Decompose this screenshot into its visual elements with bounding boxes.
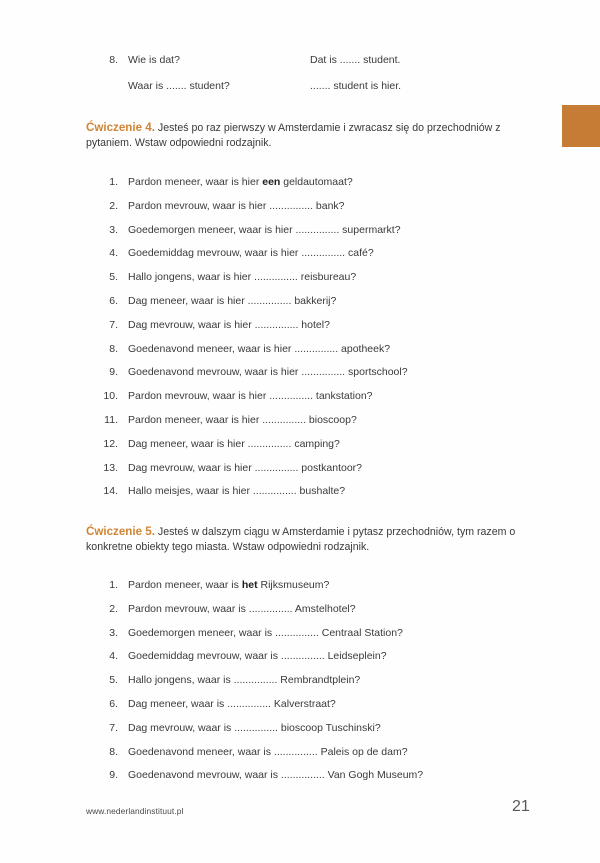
- question-number: 14.: [103, 485, 118, 498]
- pair-answer: ....... student is hier.: [310, 80, 402, 92]
- question-text: Dag mevrouw, waar is hier ............... hotel?: [128, 318, 330, 331]
- question-text: Hallo jongens, waar is hier ............... reisbureau?: [128, 271, 357, 284]
- question-row: [86, 697, 546, 721]
- question-text: Goedenavond meneer, waar is hier ............... apotheek?: [128, 342, 391, 355]
- question-row: [86, 365, 546, 389]
- question-number: 4.: [109, 650, 118, 663]
- pair-answer: Dat is ....... student.: [310, 54, 401, 66]
- question-number: 4.: [109, 247, 118, 260]
- pair-row: [86, 53, 548, 79]
- question-row: [86, 318, 546, 342]
- question-number: 2.: [109, 199, 118, 212]
- question-number: 3.: [109, 223, 118, 236]
- question-row: [86, 484, 546, 508]
- question-text: Dag meneer, waar is hier ............... bakkerij?: [128, 294, 337, 307]
- question-number: 7.: [109, 318, 118, 331]
- chapter-index-tab: [562, 105, 600, 147]
- question-text: Dag meneer, waar is hier ............... camping?: [128, 437, 340, 450]
- exercise-4-heading: [86, 120, 544, 151]
- question-number: 8.: [109, 342, 118, 355]
- question-text: Dag mevrouw, waar is hier ............... postkantoor?: [128, 461, 363, 474]
- pair-item-number: 8.: [109, 54, 118, 66]
- question-row: [86, 437, 546, 461]
- footer-website-url: www.nederlandinstituut.pl: [86, 806, 184, 816]
- question-row: [86, 626, 546, 650]
- question-row: [86, 199, 546, 223]
- question-text: Goedenavond mevrouw, waar is ............... Van Gogh Museum?: [128, 769, 424, 782]
- question-text: Pardon mevrouw, waar is ............... Amstelhotel?: [128, 602, 356, 615]
- question-row: [86, 270, 546, 294]
- question-row: [86, 745, 546, 769]
- question-text: Hallo meisjes, waar is hier ............... bushalte?: [128, 485, 346, 498]
- answer-article-bold: een: [262, 176, 281, 188]
- question-number: 5.: [109, 674, 118, 687]
- question-text: Goedemorgen meneer, waar is ............... Centraal Station?: [128, 626, 403, 639]
- exercise-4-label: Ćwiczenie 4.: [86, 121, 155, 134]
- carryover-exercise-item: [86, 53, 548, 105]
- question-row: [86, 175, 546, 199]
- exercise-4-question-list: [86, 175, 546, 508]
- question-number: 2.: [109, 602, 118, 615]
- question-number: 8.: [109, 745, 118, 758]
- pair-question: Waar is ....... student?: [128, 80, 230, 92]
- question-text: Goedemiddag mevrouw, waar is hier ............... café?: [128, 247, 374, 260]
- question-number: 5.: [109, 271, 118, 284]
- question-row: [86, 246, 546, 270]
- question-text: Pardon mevrouw, waar is hier ............... tankstation?: [128, 390, 373, 403]
- question-row: [86, 223, 546, 247]
- question-text: Pardon mevrouw, waar is hier ............... bank?: [128, 199, 345, 212]
- pair-row: [86, 79, 548, 105]
- answer-article-bold: het: [241, 579, 258, 591]
- question-row: [86, 389, 546, 413]
- question-text: Pardon meneer, waar is hier ............... bioscoop?: [128, 413, 357, 426]
- question-number: 9.: [109, 769, 118, 782]
- pair-question: Wie is dat?: [128, 54, 180, 66]
- question-text: Dag mevrouw, waar is ............... bioscoop Tuschinski?: [128, 721, 381, 734]
- question-number: 11.: [104, 413, 118, 426]
- question-number: 7.: [109, 721, 118, 734]
- question-number: 3.: [109, 626, 118, 639]
- question-row: [86, 721, 546, 745]
- question-text: Hallo jongens, waar is ............... Rembrandtplein?: [128, 674, 361, 687]
- question-text: Goedemorgen meneer, waar is hier ............... supermarkt?: [128, 223, 401, 236]
- question-row: [86, 413, 546, 437]
- question-text: Dag meneer, waar is ............... Kalverstraat?: [128, 697, 336, 710]
- page-number: 21: [512, 798, 530, 815]
- question-text: Pardon meneer, waar is het Rijksmuseum?: [128, 579, 330, 591]
- question-row: [86, 342, 546, 366]
- question-text: Goedenavond mevrouw, waar is hier ............... sportschool?: [128, 366, 408, 379]
- question-number: 1.: [109, 579, 118, 591]
- exercise-4-instruction: Jesteś po raz pierwszy w Amsterdamie i zwracasz się do przechodniów z pytaniem. Wstaw odpowiedni rodzajnik.: [86, 122, 501, 150]
- question-row: [86, 602, 546, 626]
- exercise-5-heading: [86, 524, 544, 555]
- exercise-5-instruction: Jesteś w dalszym ciągu w Amsterdamie i pytasz przechodniów, tym razem o konkretne obiekty tego miasta. Wstaw odpowiedni rodzajnik.: [86, 526, 516, 554]
- question-text: Goedenavond meneer, waar is ............... Paleis op de dam?: [128, 745, 408, 758]
- question-row: [86, 673, 546, 697]
- question-row: [86, 768, 546, 792]
- question-text: Goedemiddag mevrouw, waar is ............... Leidseplein?: [128, 650, 387, 663]
- question-row: [86, 461, 546, 485]
- question-number: 6.: [109, 697, 118, 710]
- exercise-5-label: Ćwiczenie 5.: [86, 525, 155, 538]
- question-number: 12.: [103, 437, 118, 450]
- question-row: [86, 649, 546, 673]
- question-text: Pardon meneer, waar is hier een geldautomaat?: [128, 176, 353, 188]
- question-number: 13.: [103, 461, 118, 474]
- exercise-5-question-list: [86, 578, 546, 792]
- question-row: [86, 294, 546, 318]
- question-row: [86, 578, 546, 602]
- question-number: 9.: [109, 366, 118, 379]
- question-number: 6.: [109, 294, 118, 307]
- question-number: 10.: [103, 390, 118, 403]
- question-number: 1.: [109, 176, 118, 188]
